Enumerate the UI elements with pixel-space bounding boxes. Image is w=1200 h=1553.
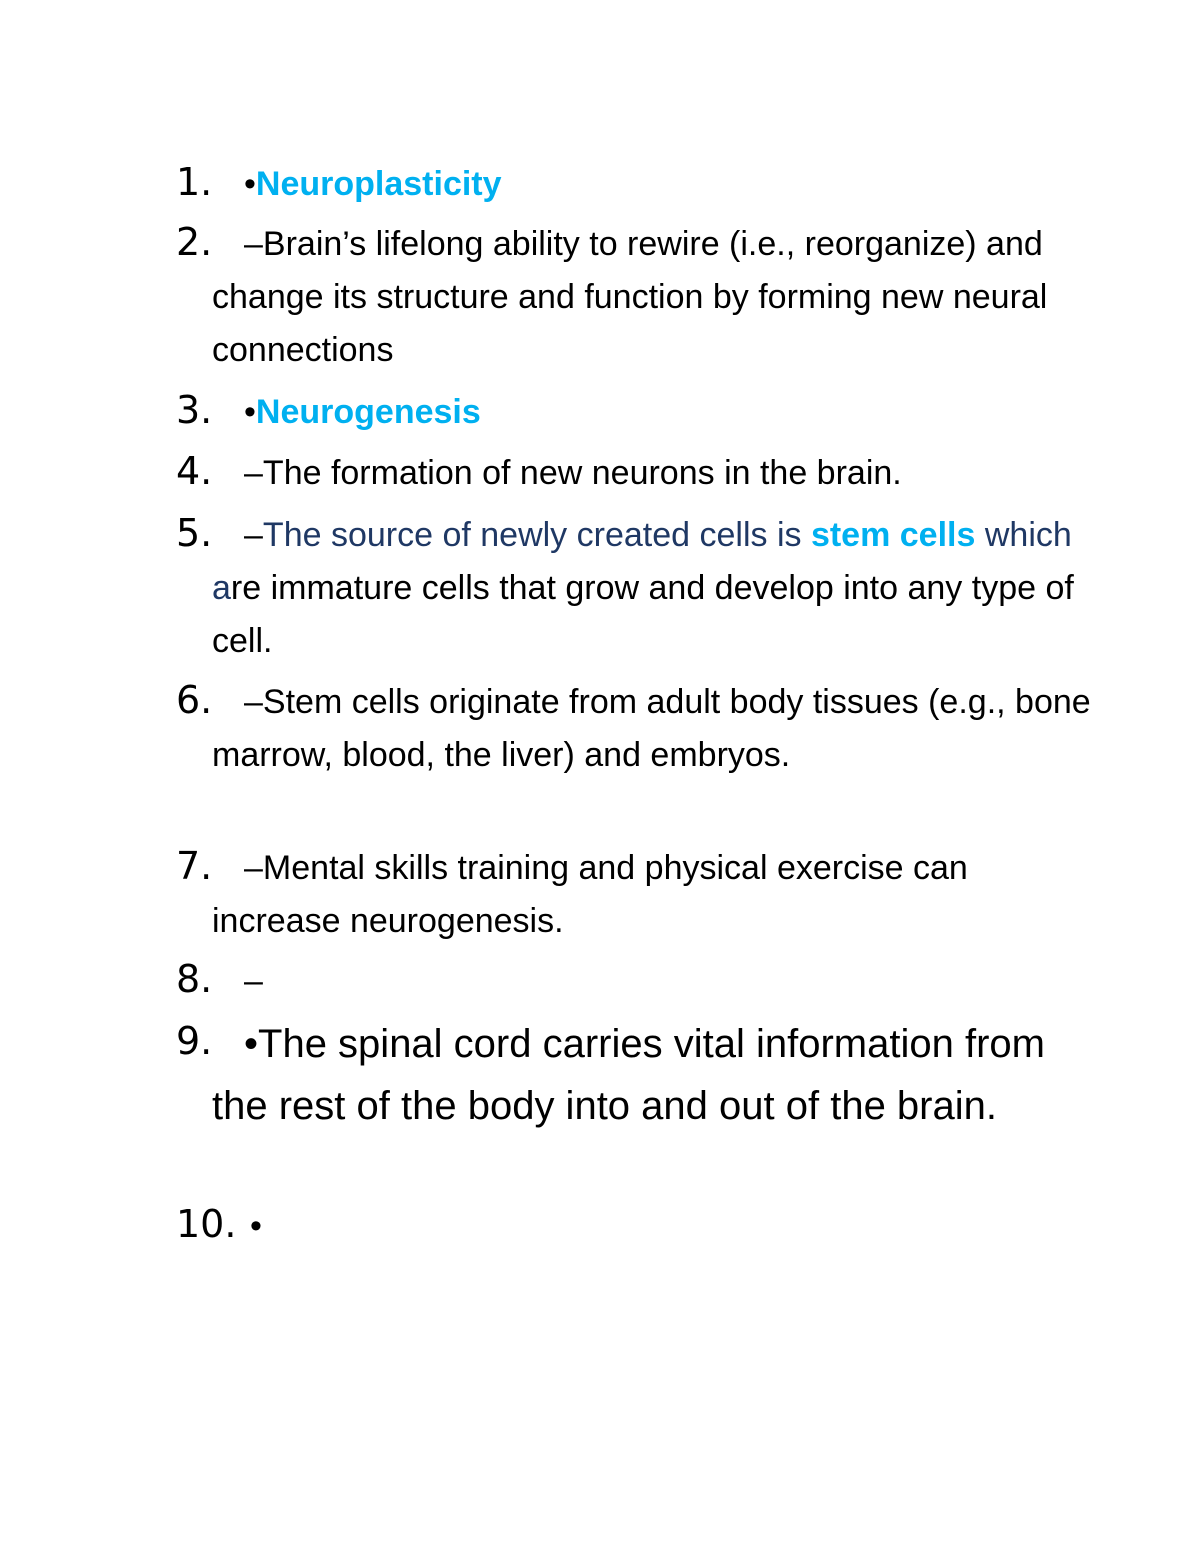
heading-neurogenesis: Neurogenesis bbox=[255, 393, 481, 431]
list-number: 2. bbox=[176, 220, 213, 264]
bullet: • bbox=[244, 165, 256, 203]
list-number: 3. bbox=[176, 388, 213, 432]
definition-text: The formation of new neurons in the brain. bbox=[262, 454, 902, 492]
list-item-text bbox=[212, 386, 1092, 439]
stem-cells-sentence-end: re immature cells that grow and develop into any type of cell. bbox=[212, 569, 1074, 660]
list-item-text bbox=[212, 447, 1092, 500]
dash: – bbox=[244, 962, 263, 1000]
list-item-text bbox=[212, 158, 1092, 211]
dash: – bbox=[244, 516, 263, 554]
list-item-text bbox=[212, 218, 1092, 377]
list-number: 9. bbox=[176, 1019, 213, 1063]
list-item-text bbox=[212, 842, 1092, 948]
list-number: 8. bbox=[176, 957, 213, 1001]
dash: – bbox=[244, 849, 263, 887]
list-number: 1. bbox=[176, 160, 213, 204]
list-number: 7. bbox=[176, 844, 213, 888]
stem-cells-sentence-middle: which a bbox=[212, 516, 1072, 607]
bullet: • bbox=[250, 1207, 262, 1245]
list-item-text bbox=[212, 1013, 1092, 1137]
list-number: 10. bbox=[176, 1202, 237, 1246]
definition-text: Stem cells originate from adult body tissues (e.g., bone marrow, blood, the liver) and embryos. bbox=[212, 683, 1091, 774]
list-item-text bbox=[212, 509, 1092, 668]
list-item-text bbox=[212, 955, 1092, 1008]
dash: – bbox=[244, 454, 263, 492]
list-item-text bbox=[250, 1200, 1130, 1253]
bullet: • bbox=[244, 393, 256, 431]
definition-text: Mental skills training and physical exercise can increase neurogenesis. bbox=[212, 849, 968, 940]
list-number: 4. bbox=[176, 449, 213, 493]
bullet: • bbox=[244, 1022, 259, 1066]
definition-text: Brain’s lifelong ability to rewire (i.e., reorganize) and change its structure and function by forming new neural connections bbox=[212, 225, 1048, 369]
stem-cells-term: stem cells bbox=[810, 516, 976, 554]
heading-neuroplasticity: Neuroplasticity bbox=[255, 165, 502, 203]
dash: – bbox=[244, 225, 263, 263]
stem-cells-sentence-start: The source of newly created cells is bbox=[262, 516, 811, 554]
dash: – bbox=[244, 683, 263, 721]
list-number: 5. bbox=[176, 511, 213, 555]
spinal-cord-text: The spinal cord carries vital information from the rest of the body into and out of the brain. bbox=[212, 1022, 1045, 1128]
list-item-text bbox=[212, 676, 1092, 782]
list-number: 6. bbox=[176, 678, 213, 722]
